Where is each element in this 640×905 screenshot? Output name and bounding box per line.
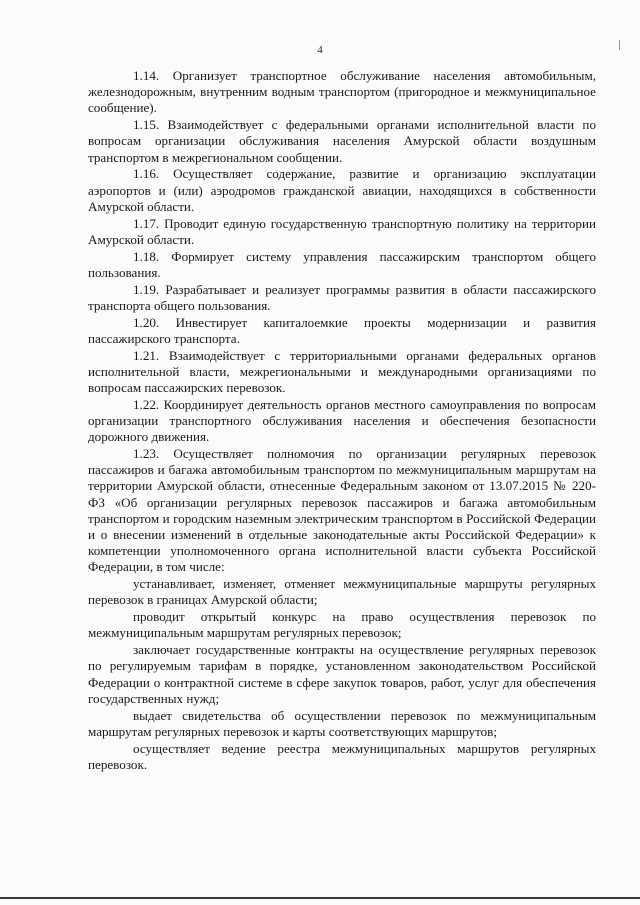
sub-item-contest: проводит открытый конкурс на право осуществления перевозок по межмуниципальным маршрутам регулярных перевозок; [88,609,596,641]
page-number: 4 [317,44,323,56]
paragraph-1-23: 1.23. Осуществляет полномочия по организации регулярных перевозок пассажиров и багажа автомобильным транспортом по межмуниципальным маршрутам на территории Амурской области, отнесенные Федеральным законом от 13.07.2015 № 220-ФЗ «Об организации регулярных перевозок пассажиров и багажа автомобильным транспортом и городским наземным электрическим транспортом в Российской Федерации и о внесении изменений в отдельные законодательные акты Российской Федерации» к компетенции уполномоченного органа исполнительной власти субъекта Российской Федерации, в том числе: [88,446,596,575]
paragraph-1-14: 1.14. Организует транспортное обслуживание населения автомобильным, железнодорожным, внутренним водным транспортом (пригородное и межмуниципальное сообщение). [88,68,596,116]
sub-item-contracts: заключает государственные контракты на осуществление регулярных перевозок по регулируемым тарифам в порядке, установленном законодательством Российской Федерации о контрактной системе в сфере закупок товаров, работ, услуг для обеспечения государственных нужд; [88,642,596,706]
document-body [88,68,596,774]
paragraph-1-21: 1.21. Взаимодействует с территориальными органами федеральных органов исполнительной власти, межрегиональными и международными организациями по вопросам пассажирских перевозок. [88,347,596,396]
scan-bottom-edge [0,897,640,899]
paragraph-1-15: 1.15. Взаимодействует с федеральными органами исполнительной власти по вопросам организации обслуживания населения Амурской области воздушным транспортом в межрегиональном сообщении. [88,117,596,165]
paragraph-1-17: 1.17. Проводит единую государственную транспортную политику на территории Амурской области. [88,215,596,247]
paragraph-1-20: 1.20. Инвестирует капиталоемкие проекты модернизации и развития пассажирского транспорта. [88,314,596,346]
paragraph-1-16: 1.16. Осуществляет содержание, развитие и организацию эксплуатации аэропортов и (или) аэродромов гражданской авиации, находящихся в собственности Амурской области. [88,166,596,214]
scan-mark [619,40,620,50]
paragraph-1-19: 1.19. Разрабатывает и реализует программы развития в области пассажирского транспорта общего пользования. [88,281,596,313]
paragraph-1-22: 1.22. Координирует деятельность органов местного самоуправления по вопросам организации транспортного обслуживания населения и обеспечения безопасности дорожного движения. [88,396,596,445]
sub-item-certificates: выдает свидетельства об осуществлении перевозок по межмуниципальным маршрутам регулярных перевозок и карты соответствующих маршрутов; [88,707,596,739]
sub-item-registry: осуществляет ведение реестра межмуниципальных маршрутов регулярных перевозок. [88,740,596,772]
paragraph-1-18: 1.18. Формирует систему управления пассажирским транспортом общего пользования. [88,248,596,280]
sub-item-routes: устанавливает, изменяет, отменяет межмуниципальные маршруты регулярных перевозок в границах Амурской области; [88,576,596,608]
